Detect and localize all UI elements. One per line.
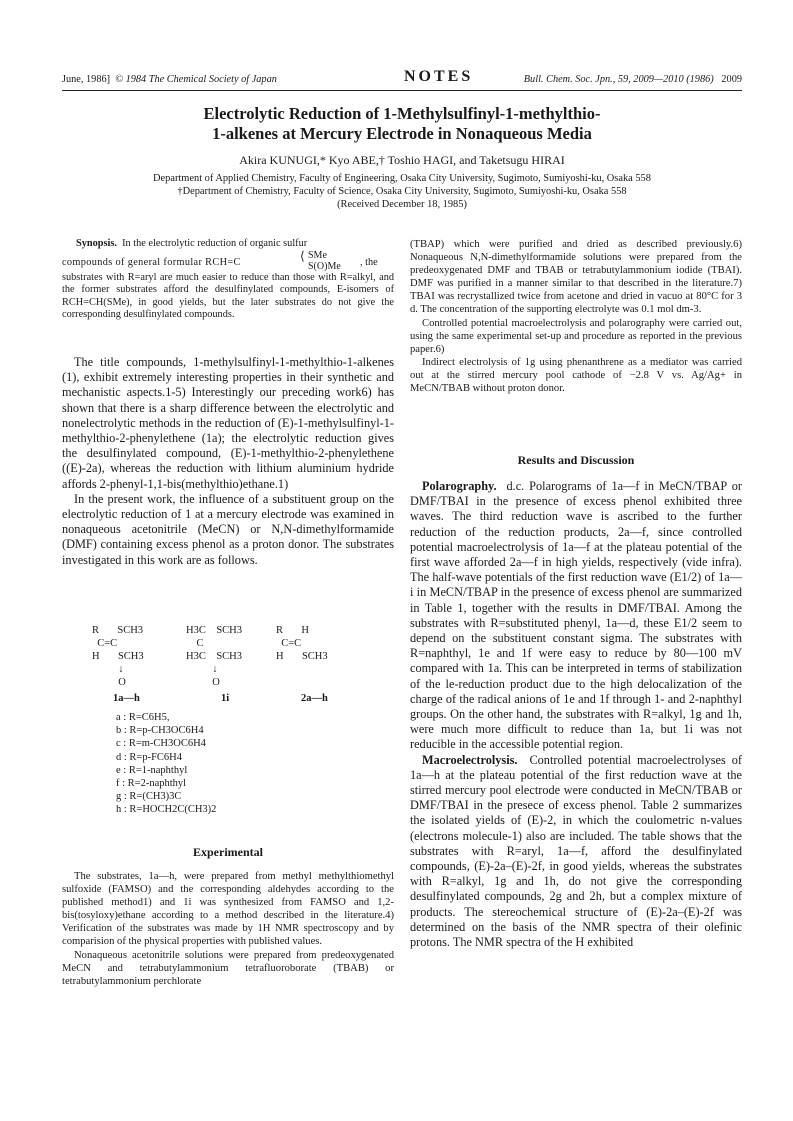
- synopsis-label: Synopsis.: [76, 238, 117, 249]
- structure-1: R SCH3 C=C H SCH3 ↓ O: [92, 625, 144, 688]
- experimental-section: [62, 870, 394, 988]
- legend-item: a : R=C6H5,: [116, 712, 170, 723]
- title-line-1: Electrolytic Reduction of 1-Methylsulfinyl-1-methylthio-: [203, 104, 601, 123]
- page-number: 2009: [721, 74, 742, 85]
- structure-label-1: 1a—h: [113, 693, 140, 704]
- structure-3: R H C=C H SCH3: [276, 625, 328, 662]
- title-line-2: 1-alkenes at Mercury Electrode in Nonaqueous Media: [212, 124, 592, 143]
- header-rule: [62, 90, 742, 91]
- legend-item: c : R=m-CH3OC6H4: [116, 738, 206, 750]
- affiliation-1: Department of Applied Chemistry, Faculty of Engineering, Osaka City University, Sugimoto, Sumiyoshi-ku, Osaka 558: [153, 173, 651, 184]
- formula-top: SMe: [308, 249, 327, 261]
- intro-paragraph-1: The title compounds, 1-methylsulfinyl-1-methylthio-1-alkenes (1), exhibit extremely interesting properties in their synthetic and mechanistic aspects.1-5) Interestingly our preceding work6) has shown that there is a sharp difference between the electrolytic and nonelectrolytic methods in the reduction of (E)-1-methylsulfinyl-1-methylthio-2-phenylethene (1a); the electrolytic reduction gives the desulfinylated compound, (E)-1-methylthio-2-phenylethene ((E)-2a), whereas the reduction with lithium aluminium hydride affords 2-phenyl-1,1-bis(methylthio)ethane.1): [62, 355, 394, 491]
- results-section: [410, 479, 742, 950]
- experimental-heading: Experimental: [193, 845, 263, 859]
- legend-item: f : R=2-naphthyl: [116, 778, 187, 790]
- synopsis-formula-line: [62, 248, 394, 272]
- legend-item: g : R=(CH3)3C: [116, 791, 182, 803]
- experimental-paragraph-2: Nonaqueous acetonitrile solutions were prepared from predeoxygenated MeCN and tetrabutylammonium tetrafluoroborate (TBAB) or tetrabutylammonium perchlorate: [62, 949, 394, 987]
- authors: Akira KUNUGI,* Kyo ABE,† Toshio HAGI, and Taketsugu HIRAI: [239, 153, 565, 167]
- header-right: [524, 74, 742, 85]
- polarography-label: Polarography.: [422, 479, 497, 493]
- received-date: (Received December 18, 1985): [337, 199, 467, 210]
- synopsis: [62, 238, 394, 322]
- structure-label-3: 2a—h: [301, 693, 328, 704]
- experimental-paragraph-4: Controlled potential macroelectrolysis and polarography were carried out, using the same experimental set-up and procedure as reported in the previous paper.6): [410, 317, 742, 355]
- legend-item: e : R=1-naphthyl: [116, 764, 188, 776]
- experimental-paragraph-1: The substrates, 1a—h, were prepared from methyl methylthiomethyl sulfoxide (FAMSO) and the corresponding aldehydes according to the published method1) and 1i was synthesized from FAMSO and 1,2-bis(tosyloxy)ethane according to a method described in the literature.4) Verification of the substrates was made by 1H NMR spectroscopy and by comparision of the physical properties with published values.: [62, 871, 394, 948]
- macroelectrolysis-label: Macroelectrolysis.: [422, 752, 518, 767]
- article-title: [62, 104, 742, 144]
- experimental-paragraph-3: (TBAP) which were purified and dried as described previously.6) Nonaqueous N,N-dimethylformamide solutions were prepared from the predeoxygenated DMF and TBAB or tetrabutylammonium iodide (TBAI). DMF was purified in a manner similar to that described in the literature.7) TBAI was recrystallized twice from acetone and dried in vacuo at 80°C for 3 d. The concentration of the supporting electrolyte was 0.1 mol dm-3.: [410, 239, 742, 316]
- intro-section: [62, 355, 394, 568]
- formula-bottom: S(O)Me: [308, 260, 341, 272]
- legend-item: d : R=p-FC6H4: [116, 751, 183, 763]
- header-left: [62, 74, 277, 85]
- synopsis-line-2: compounds of general formular RCH=C: [62, 256, 241, 268]
- results-heading: Results and Discussion: [517, 453, 635, 467]
- experimental-paragraph-5: Indirect electrolysis of 1g using phenanthrene as a mediator was carried out at the stirred mercury pool cathode of −2.8 V vs. Ag/Ag+ in MeCN/TBAB without proton donor.: [410, 356, 742, 395]
- header-journal: Bull. Chem. Soc. Jpn., 59, 2009—2010 (1986): [523, 74, 714, 85]
- legend-item: b : R=p-CH3OC6H4: [116, 725, 204, 737]
- legend-item: h : R=HOCH2C(CH3)2: [116, 804, 217, 816]
- synopsis-line-2-end: , the: [360, 256, 378, 268]
- experimental-continued: [410, 238, 742, 395]
- running-header: [62, 68, 742, 90]
- structure-2: H3C SCH3 C H3C SCH3 ↓ O: [186, 625, 243, 688]
- formula-branch-top: ⟨: [300, 248, 305, 263]
- synopsis-line-1: In the electrolytic reduction of organic sulfur: [122, 238, 308, 249]
- substituent-legend: [116, 711, 216, 817]
- affiliation-2: †Department of Chemistry, Faculty of Science, Osaka City University, Sugimoto, Sumiyoshi-ku, Osaka 558: [177, 186, 627, 197]
- macroelectrolysis-text: Controlled potential macroelectrolyses of 1a—h at the plateau potential of the first reduction wave at the stirred mercury pool electrode were conducted in MeCN/TBAB or DMF/TBAI in the presece of excess phenol. Table 2 summarizes the isolated yields of (E)-2, in which the coulometric n-values (electrons molecule-1) also are included. The table shows that the substrates with R=aryl, 1a—f, afford the desulfinylated compounds, (E)-2a–(E)-2f, in good yields, whereas the substrates with R=alkyl, 1g and 1h, do not give the corresponding desulfinylated compounds, 2g and 2h, but a complex mixture of products. The stereochemical structure of (E)-2a–(E)-2f was determined on the basis of the NMR spectra of their olefinic protons. The NMR spectra of the H exhibited: [410, 752, 743, 950]
- synopsis-rest: substrates with R=aryl are much easier to reduce than those with R=alkyl, and the former substrates afford the desulfinylated compounds, E-isomers of RCH=CH(SMe), in good yields, but the later substrates do not give the corresponding desulfinylated compounds.: [62, 271, 394, 321]
- section-label: NOTES: [404, 68, 474, 85]
- affiliations: [62, 172, 742, 211]
- structure-label-2: 1i: [221, 693, 230, 704]
- header-date: June, 1986]: [62, 74, 111, 85]
- polarography-text: d.c. Polarograms of 1a—f in MeCN/TBAP or DMF/TBAI in the presence of excess phenol exhibited three waves. The third reduction wave is ascribed to the further reduction of the reduction products, 2a—f, since controlled potential macroelectrolysis of 1a—f at the plateau potential of the first wave afforded 2a—f in high yields, respectively (vide infra). The half-wave potentials of the first reduction wave (E1/2) of 1a—i in MeCN/TBAP in the presence of excess phenol are summarized in Table 1, together with the results in DMF/TBAI. Among the substrates with R=substituted phenyl, 1a—d, these E1/2 seem to depend on the substituent constant sigma. The substrates with R=naphthyl, 1e and 1f were easy to reduce by 80—100 mV compared with 1a. This can be interpreted in terms of stabilization of the le-reduction product due to the high delocalization of the charge of the radical anions of 1e and 1f through 1- and 2-naphthyl groups. On the other hand, the substrates with R=alkyl, 1g and 1h, were much more difficult to reduce than 1a, but 1i was not reducible in the accessible potential region.: [410, 479, 742, 752]
- header-copyright: © 1984 The Chemical Society of Japan: [115, 74, 277, 85]
- intro-paragraph-2: In the present work, the influence of a substituent group on the electrolytic reduction of 1 at a mercury electrode was examined in nonaqueous acetonitrile (MeCN) or N,N-dimethylformamide (DMF) containing excess phenol as a proton donor. The substrates investigated in this work are as follows.: [62, 491, 394, 567]
